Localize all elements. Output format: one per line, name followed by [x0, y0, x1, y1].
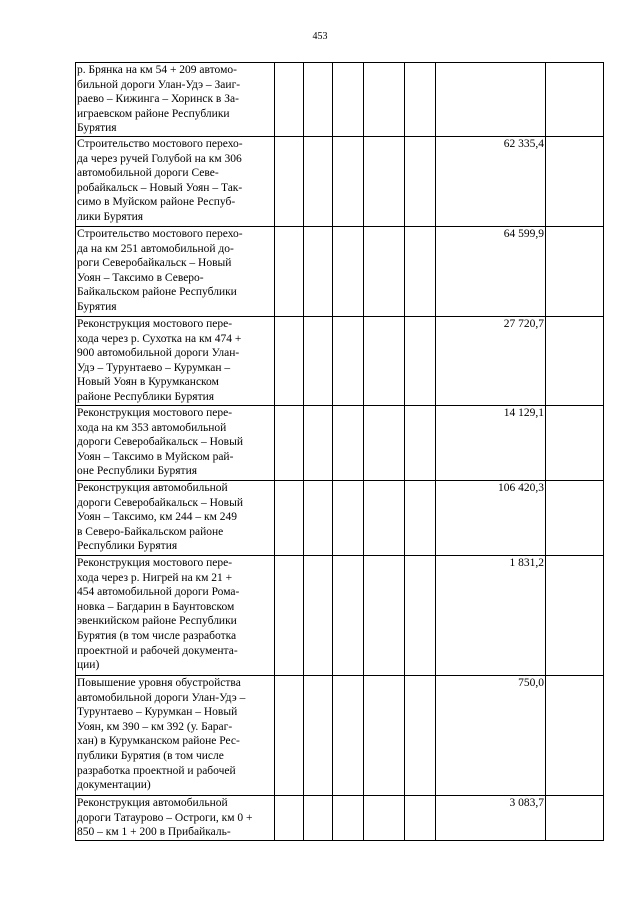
description-line: хода через р. Сухотка на км 474 + — [77, 332, 242, 345]
description-line: Строительство мостового перехо- — [77, 138, 243, 150]
empty-cell — [304, 317, 333, 406]
empty-cell — [546, 796, 604, 841]
description-line: хода на км 353 автомобильной — [77, 421, 227, 434]
description-line: 850 – км 1 + 200 в Прибайкаль- — [77, 826, 231, 839]
empty-cell — [275, 63, 304, 137]
empty-cell — [275, 406, 304, 481]
description-line: публики Бурятия (в том числе — [77, 749, 224, 762]
empty-cell — [364, 137, 405, 227]
empty-cell — [304, 406, 333, 481]
table-row — [76, 796, 604, 841]
empty-cell — [304, 227, 333, 317]
empty-cell — [333, 481, 364, 556]
description-line: дороги Северобайкальск – Новый — [77, 496, 243, 509]
description-line: лики Бурятия — [77, 210, 144, 223]
empty-cell — [364, 481, 405, 556]
empty-cell — [364, 63, 405, 137]
empty-cell — [405, 406, 436, 481]
description-line: 900 автомобильной дороги Улан- — [77, 347, 240, 360]
description-line: хода через р. Нигрей на км 21 + — [77, 571, 233, 584]
empty-cell — [304, 481, 333, 556]
empty-cell — [405, 796, 436, 841]
row-amount: 106 420,3 — [436, 481, 546, 556]
description-line: хан) в Курумканском районе Рес- — [77, 735, 240, 748]
empty-cell — [333, 406, 364, 481]
empty-cell — [405, 676, 436, 796]
description-line: симо в Муйском районе Респуб- — [77, 196, 236, 209]
description-line: Байкальском районе Республики — [77, 286, 237, 299]
description-line: районе Республики Бурятия — [77, 390, 215, 403]
description-line: Удэ – Турунтаево – Курумкан – — [77, 361, 231, 374]
empty-cell — [364, 796, 405, 841]
empty-cell — [405, 481, 436, 556]
description-line: играевском районе Республики — [77, 107, 230, 120]
description-line: 454 автомобильной дороги Рома- — [77, 586, 240, 599]
row-description — [76, 317, 275, 406]
empty-cell — [546, 481, 604, 556]
empty-cell — [275, 227, 304, 317]
table-row — [76, 676, 604, 796]
empty-cell — [275, 796, 304, 841]
description-line: Бурятия — [77, 122, 117, 135]
empty-cell — [546, 317, 604, 406]
empty-cell — [275, 481, 304, 556]
description-line: р. Брянка на км 54 + 209 автомо- — [77, 64, 237, 76]
description-line: да через ручей Голубой на км 306 — [77, 152, 242, 165]
empty-cell — [304, 137, 333, 227]
description-line: Реконструкция мостового пере- — [77, 318, 233, 330]
row-amount: 3 083,7 — [436, 796, 546, 841]
empty-cell — [275, 317, 304, 406]
row-amount — [436, 63, 546, 137]
description-line: Уоян – Таксимо в Муйском рай- — [77, 450, 234, 463]
description-line: автомобильной дороги Севе- — [77, 167, 219, 180]
empty-cell — [546, 137, 604, 227]
description-line: Строительство мостового перехо- — [77, 228, 243, 240]
description-line: новка – Багдарин в Баунтовском — [77, 600, 235, 613]
row-description — [76, 796, 275, 841]
row-description — [76, 556, 275, 676]
empty-cell — [304, 796, 333, 841]
empty-cell — [333, 676, 364, 796]
empty-cell — [364, 676, 405, 796]
empty-cell — [304, 63, 333, 137]
description-line: в Северо-Байкальском районе — [77, 525, 224, 538]
row-amount: 27 720,7 — [436, 317, 546, 406]
table-row — [76, 406, 604, 481]
description-line: оне Республики Бурятия — [77, 465, 198, 478]
description-line: Реконструкция мостового пере- — [77, 407, 233, 419]
description-line: Республики Бурятия — [77, 540, 178, 553]
description-line: робайкальск – Новый Уоян – Так- — [77, 181, 243, 194]
empty-cell — [364, 556, 405, 676]
row-description — [76, 676, 275, 796]
description-line: проектной и рабочей документа- — [77, 644, 238, 657]
empty-cell — [546, 676, 604, 796]
row-amount: 750,0 — [436, 676, 546, 796]
table-row — [76, 227, 604, 317]
empty-cell — [364, 227, 405, 317]
empty-cell — [304, 556, 333, 676]
description-line: бильной дороги Улан-Удэ – Заиг- — [77, 78, 241, 91]
description-line: Повышение уровня обустройства — [77, 677, 241, 689]
description-line: документации) — [77, 779, 151, 792]
description-line: дороги Татаурово – Остроги, км 0 + — [77, 811, 253, 824]
description-line: ции) — [77, 659, 100, 672]
description-line: Бурятия — [77, 300, 117, 313]
budget-table — [75, 62, 604, 841]
description-line: автомобильной дороги Улан-Удэ – — [77, 691, 246, 704]
empty-cell — [333, 317, 364, 406]
row-description — [76, 481, 275, 556]
description-line: Реконструкция мостового пере- — [77, 557, 233, 569]
table-row — [76, 481, 604, 556]
empty-cell — [333, 556, 364, 676]
empty-cell — [275, 676, 304, 796]
empty-cell — [546, 227, 604, 317]
page-number: 453 — [312, 31, 328, 42]
description-line: раево – Кижинга – Хоринск в За- — [77, 93, 239, 106]
empty-cell — [546, 406, 604, 481]
table-row — [76, 317, 604, 406]
empty-cell — [304, 676, 333, 796]
description-line: Новый Уоян в Курумканском — [77, 376, 219, 389]
description-line: Уоян – Таксимо, км 244 – км 249 — [77, 511, 237, 524]
description-line: разработка проектной и рабочей — [77, 764, 236, 777]
empty-cell — [275, 556, 304, 676]
row-amount: 14 129,1 — [436, 406, 546, 481]
row-description — [76, 227, 275, 317]
empty-cell — [333, 63, 364, 137]
empty-cell — [364, 406, 405, 481]
row-amount: 1 831,2 — [436, 556, 546, 676]
description-line: да на км 251 автомобильной до- — [77, 242, 234, 255]
empty-cell — [546, 63, 604, 137]
description-line: Уоян – Таксимо в Северо- — [77, 271, 204, 284]
empty-cell — [364, 317, 405, 406]
empty-cell — [546, 556, 604, 676]
description-line: роги Северобайкальск – Новый — [77, 257, 232, 270]
table-row — [76, 137, 604, 227]
row-description — [76, 406, 275, 481]
empty-cell — [405, 556, 436, 676]
empty-cell — [405, 227, 436, 317]
empty-cell — [405, 137, 436, 227]
empty-cell — [333, 227, 364, 317]
description-line: дороги Северобайкальск – Новый — [77, 436, 243, 449]
empty-cell — [275, 137, 304, 227]
row-amount: 62 335,4 — [436, 137, 546, 227]
empty-cell — [333, 137, 364, 227]
empty-cell — [333, 796, 364, 841]
empty-cell — [405, 63, 436, 137]
empty-cell — [405, 317, 436, 406]
description-line: Уоян, км 390 – км 392 (у. Бараг- — [77, 720, 233, 733]
description-line: эвенкийском районе Республики — [77, 615, 237, 628]
row-description — [76, 137, 275, 227]
row-amount: 64 599,9 — [436, 227, 546, 317]
description-line: Турунтаево – Курумкан – Новый — [77, 706, 238, 719]
row-description — [76, 63, 275, 137]
description-line: Реконструкция автомобильной — [77, 482, 228, 494]
table-row — [76, 63, 604, 137]
table-row — [76, 556, 604, 676]
description-line: Реконструкция автомобильной — [77, 797, 228, 809]
description-line: Бурятия (в том числе разработка — [77, 629, 237, 642]
